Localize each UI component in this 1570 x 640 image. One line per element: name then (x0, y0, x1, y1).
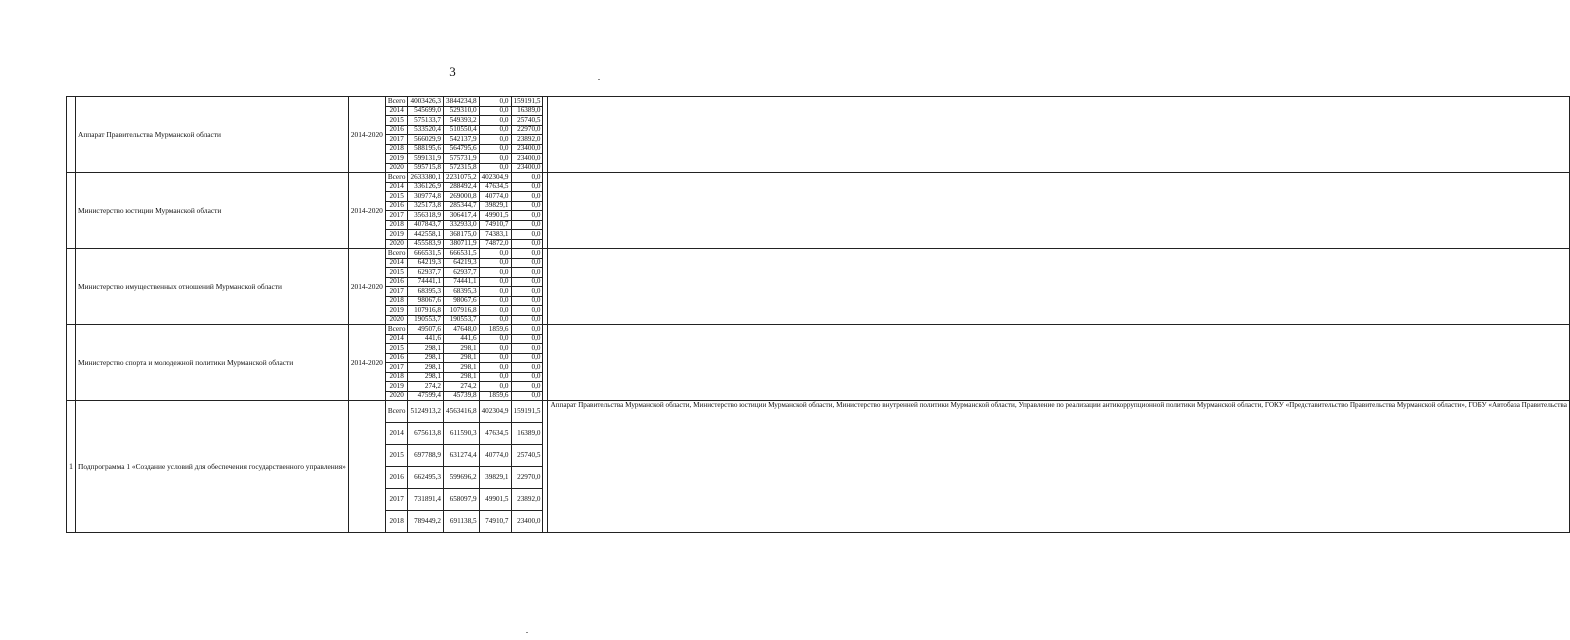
table-row (67, 325, 1570, 335)
year-cell: Всего (385, 97, 408, 107)
year-cell: 2017 (385, 489, 408, 511)
amount-cell-total: 336126,9 (408, 182, 444, 192)
amount-cell-c3: 0,0 (511, 201, 543, 211)
amount-cell-total: 47599,4 (408, 391, 444, 401)
period-cell (348, 401, 385, 533)
scan-mark (526, 632, 528, 633)
amount-cell-c2: 0,0 (479, 306, 511, 316)
amount-cell-total: 298,1 (408, 353, 444, 363)
year-cell: 2017 (385, 135, 408, 145)
amount-cell-total: 325173,8 (408, 201, 444, 211)
amount-cell-total: 407843,7 (408, 220, 444, 230)
year-cell: 2016 (385, 125, 408, 135)
year-cell: 2014 (385, 334, 408, 344)
scan-mark (598, 79, 600, 80)
amount-cell-c2: 0,0 (479, 287, 511, 297)
year-cell: 2019 (385, 230, 408, 240)
amount-cell-c2: 0,0 (479, 97, 511, 107)
amount-cell-c1: 658097,9 (444, 489, 480, 511)
amount-cell-c2: 0,0 (479, 372, 511, 382)
amount-cell-c3: 0,0 (511, 296, 543, 306)
amount-cell-c1: 98067,6 (444, 296, 480, 306)
amount-cell-c3: 159191,5 (511, 401, 543, 423)
amount-cell-c3: 0,0 (511, 306, 543, 316)
amount-cell-c3: 23400,0 (511, 511, 543, 533)
amount-cell-c1: 332933,0 (444, 220, 480, 230)
organization-name: Министерство юстиции Мурманской области (76, 173, 349, 249)
index-cell (67, 173, 76, 249)
executor-cell (548, 97, 1569, 173)
amount-cell-c1: 64219,3 (444, 258, 480, 268)
amount-cell-c2: 0,0 (479, 315, 511, 325)
amount-cell-total: 662495,3 (408, 467, 444, 489)
budget-table (66, 96, 1570, 533)
amount-cell-c2: 39829,1 (479, 201, 511, 211)
amount-cell-c3: 25740,5 (511, 116, 543, 126)
amount-cell-c2: 74872,0 (479, 239, 511, 249)
amount-cell-c2: 0,0 (479, 106, 511, 116)
amount-cell-c3: 0,0 (511, 182, 543, 192)
amount-cell-c3: 0,0 (511, 277, 543, 287)
year-cell: 2014 (385, 258, 408, 268)
amount-cell-c1: 611590,3 (444, 423, 480, 445)
amount-cell-c3: 23400,0 (511, 144, 543, 154)
amount-cell-c1: 274,2 (444, 382, 480, 392)
amount-cell-c2: 0,0 (479, 258, 511, 268)
amount-cell-total: 789449,2 (408, 511, 444, 533)
amount-cell-c1: 510550,4 (444, 125, 480, 135)
amount-cell-c1: 68395,3 (444, 287, 480, 297)
amount-cell-c1: 269000,8 (444, 192, 480, 202)
amount-cell-total: 274,2 (408, 382, 444, 392)
amount-cell-c3: 25740,5 (511, 445, 543, 467)
year-cell: 2015 (385, 116, 408, 126)
amount-cell-c3: 0,0 (511, 315, 543, 325)
amount-cell-c3: 23892,0 (511, 489, 543, 511)
year-cell: Всего (385, 173, 408, 183)
year-cell: 2018 (385, 296, 408, 306)
table-row (67, 249, 1570, 259)
amount-cell-c3: 0,0 (511, 173, 543, 183)
amount-cell-c1: 107916,8 (444, 306, 480, 316)
year-cell: 2020 (385, 315, 408, 325)
amount-cell-total: 298,1 (408, 363, 444, 373)
amount-cell-total: 455583,9 (408, 239, 444, 249)
amount-cell-c2: 0,0 (479, 116, 511, 126)
amount-cell-c3: 0,0 (511, 391, 543, 401)
amount-cell-c2: 0,0 (479, 363, 511, 373)
amount-cell-total: 190553,7 (408, 315, 444, 325)
amount-cell-total: 566029,9 (408, 135, 444, 145)
amount-cell-c3: 0,0 (511, 192, 543, 202)
amount-cell-total: 5124913,2 (408, 401, 444, 423)
amount-cell-c2: 0,0 (479, 353, 511, 363)
year-cell: 2019 (385, 154, 408, 164)
amount-cell-c3: 0,0 (511, 353, 543, 363)
organization-name: Аппарат Правительства Мурманской области (76, 97, 349, 173)
year-cell: 2017 (385, 287, 408, 297)
amount-cell-c1: 529310,0 (444, 106, 480, 116)
amount-cell-total: 545699,0 (408, 106, 444, 116)
amount-cell-c3: 22970,0 (511, 125, 543, 135)
amount-cell-c3: 23400,0 (511, 163, 543, 173)
amount-cell-c2: 0,0 (479, 144, 511, 154)
amount-cell-c2: 0,0 (479, 277, 511, 287)
year-cell: Всего (385, 401, 408, 423)
year-cell: 2014 (385, 423, 408, 445)
amount-cell-c2: 0,0 (479, 344, 511, 354)
period-cell: 2014-2020 (348, 173, 385, 249)
year-cell: 2015 (385, 445, 408, 467)
year-cell: 2014 (385, 182, 408, 192)
amount-cell-c1: 4563416,8 (444, 401, 480, 423)
amount-cell-c1: 599696,2 (444, 467, 480, 489)
amount-cell-c2: 0,0 (479, 382, 511, 392)
period-cell: 2014-2020 (348, 97, 385, 173)
amount-cell-c3: 0,0 (511, 230, 543, 240)
amount-cell-c2: 1859,6 (479, 391, 511, 401)
year-cell: 2018 (385, 511, 408, 533)
amount-cell-total: 697788,9 (408, 445, 444, 467)
amount-cell-c1: 190553,7 (444, 315, 480, 325)
amount-cell-total: 588195,6 (408, 144, 444, 154)
amount-cell-c1: 542137,9 (444, 135, 480, 145)
amount-cell-c3: 0,0 (511, 334, 543, 344)
amount-cell-c2: 74910,7 (479, 511, 511, 533)
amount-cell-c3: 0,0 (511, 363, 543, 373)
amount-cell-total: 595715,8 (408, 163, 444, 173)
amount-cell-total: 98067,6 (408, 296, 444, 306)
amount-cell-total: 298,1 (408, 372, 444, 382)
amount-cell-c1: 62937,7 (444, 268, 480, 278)
year-cell: 2015 (385, 268, 408, 278)
amount-cell-c1: 380711,9 (444, 239, 480, 249)
executor-cell (548, 249, 1569, 325)
amount-cell-c3: 159191,5 (511, 97, 543, 107)
amount-cell-total: 298,1 (408, 344, 444, 354)
amount-cell-c3: 16389,0 (511, 423, 543, 445)
amount-cell-c3: 23400,0 (511, 154, 543, 164)
amount-cell-c1: 298,1 (444, 344, 480, 354)
amount-cell-c1: 298,1 (444, 353, 480, 363)
amount-cell-c1: 288492,4 (444, 182, 480, 192)
amount-cell-c2: 0,0 (479, 163, 511, 173)
year-cell: 2016 (385, 467, 408, 489)
amount-cell-c2: 0,0 (479, 249, 511, 259)
amount-cell-c2: 39829,1 (479, 467, 511, 489)
amount-cell-total: 49507,6 (408, 325, 444, 335)
year-cell: 2015 (385, 192, 408, 202)
amount-cell-c3: 22970,0 (511, 467, 543, 489)
executor-cell (548, 325, 1569, 401)
year-cell: 2017 (385, 211, 408, 221)
year-cell: 2016 (385, 201, 408, 211)
amount-cell-total: 62937,7 (408, 268, 444, 278)
amount-cell-c3: 0,0 (511, 258, 543, 268)
year-cell: 2018 (385, 372, 408, 382)
amount-cell-total: 575133,7 (408, 116, 444, 126)
index-cell (67, 249, 76, 325)
amount-cell-c2: 74383,1 (479, 230, 511, 240)
year-cell: 2020 (385, 163, 408, 173)
year-cell: 2018 (385, 144, 408, 154)
year-cell: 2018 (385, 220, 408, 230)
year-cell: 2014 (385, 106, 408, 116)
amount-cell-total: 107916,8 (408, 306, 444, 316)
amount-cell-total: 74441,1 (408, 277, 444, 287)
amount-cell-c1: 666531,5 (444, 249, 480, 259)
amount-cell-c1: 631274,4 (444, 445, 480, 467)
amount-cell-c1: 691138,5 (444, 511, 480, 533)
index-cell (67, 97, 76, 173)
amount-cell-c2: 0,0 (479, 154, 511, 164)
subprogram-title: Подпрограмма 1 «Создание условий для обеспечения государственного управления» (76, 401, 349, 533)
amount-cell-c2: 402304,9 (479, 401, 511, 423)
amount-cell-c1: 3844234,8 (444, 97, 480, 107)
organization-name: Министерство спорта и молодежной политики Мурманской области (76, 325, 349, 401)
executor-cell (548, 173, 1569, 249)
amount-cell-c3: 0,0 (511, 287, 543, 297)
amount-cell-total: 533520,4 (408, 125, 444, 135)
amount-cell-c1: 441,6 (444, 334, 480, 344)
page-number: 3 (449, 64, 456, 79)
amount-cell-c2: 0,0 (479, 268, 511, 278)
year-cell: 2016 (385, 277, 408, 287)
amount-cell-c2: 0,0 (479, 296, 511, 306)
period-cell: 2014-2020 (348, 249, 385, 325)
amount-cell-c3: 0,0 (511, 325, 543, 335)
amount-cell-c3: 23892,0 (511, 135, 543, 145)
amount-cell-c1: 298,1 (444, 363, 480, 373)
subprogram-executors: Аппарат Правительства Мурманской области, Министерство юстиции Мурманской области, Министерство внутренней политики Мурманской области, Управление по реализации антикоррупционной политики Мурманской области, ГОКУ «Представительство Правительства Мурманской области», ГОБУ «Автобаза Правительства (548, 401, 1569, 533)
amount-cell-c1: 306417,4 (444, 211, 480, 221)
amount-cell-total: 2633380,1 (408, 173, 444, 183)
amount-cell-c2: 47634,5 (479, 423, 511, 445)
index-cell (67, 325, 76, 401)
amount-cell-total: 666531,5 (408, 249, 444, 259)
amount-cell-c1: 549393,2 (444, 116, 480, 126)
amount-cell-c2: 0,0 (479, 334, 511, 344)
organization-name: Министерство имущественных отношений Мурманской области (76, 249, 349, 325)
amount-cell-c3: 0,0 (511, 239, 543, 249)
amount-cell-c1: 572315,8 (444, 163, 480, 173)
amount-cell-total: 731891,4 (408, 489, 444, 511)
amount-cell-c1: 47648,0 (444, 325, 480, 335)
amount-cell-c2: 0,0 (479, 135, 511, 145)
amount-cell-c1: 74441,1 (444, 277, 480, 287)
year-cell: 2017 (385, 363, 408, 373)
amount-cell-c2: 40774,0 (479, 445, 511, 467)
amount-cell-c3: 0,0 (511, 382, 543, 392)
amount-cell-total: 599131,9 (408, 154, 444, 164)
amount-cell-c2: 402304,9 (479, 173, 511, 183)
amount-cell-total: 442558,1 (408, 230, 444, 240)
amount-cell-c1: 298,1 (444, 372, 480, 382)
amount-cell-c1: 285344,7 (444, 201, 480, 211)
table-row (67, 401, 1570, 423)
amount-cell-c3: 0,0 (511, 372, 543, 382)
amount-cell-c3: 0,0 (511, 220, 543, 230)
amount-cell-c2: 49901,5 (479, 211, 511, 221)
table-row (67, 97, 1570, 107)
amount-cell-c2: 47634,5 (479, 182, 511, 192)
amount-cell-c3: 0,0 (511, 268, 543, 278)
amount-cell-c1: 368175,0 (444, 230, 480, 240)
year-cell: 2015 (385, 344, 408, 354)
amount-cell-c3: 16389,0 (511, 106, 543, 116)
year-cell: 2020 (385, 391, 408, 401)
amount-cell-c1: 564795,6 (444, 144, 480, 154)
amount-cell-c1: 45739,8 (444, 391, 480, 401)
year-cell: 2016 (385, 353, 408, 363)
amount-cell-total: 356318,9 (408, 211, 444, 221)
year-cell: 2019 (385, 306, 408, 316)
amount-cell-total: 4003426,3 (408, 97, 444, 107)
amount-cell-c2: 1859,6 (479, 325, 511, 335)
amount-cell-c2: 49901,5 (479, 489, 511, 511)
amount-cell-c2: 0,0 (479, 125, 511, 135)
table-row (67, 173, 1570, 183)
amount-cell-c3: 0,0 (511, 344, 543, 354)
amount-cell-total: 441,6 (408, 334, 444, 344)
amount-cell-total: 309774,8 (408, 192, 444, 202)
amount-cell-c3: 0,0 (511, 211, 543, 221)
amount-cell-c1: 2231075,2 (444, 173, 480, 183)
amount-cell-total: 675613,8 (408, 423, 444, 445)
amount-cell-c1: 575731,9 (444, 154, 480, 164)
amount-cell-total: 68395,3 (408, 287, 444, 297)
amount-cell-c2: 74910,7 (479, 220, 511, 230)
year-cell: Всего (385, 249, 408, 259)
period-cell: 2014-2020 (348, 325, 385, 401)
year-cell: Всего (385, 325, 408, 335)
year-cell: 2019 (385, 382, 408, 392)
subprogram-index: 1 (67, 401, 76, 533)
amount-cell-c2: 40774,0 (479, 192, 511, 202)
amount-cell-total: 64219,3 (408, 258, 444, 268)
amount-cell-c3: 0,0 (511, 249, 543, 259)
year-cell: 2020 (385, 239, 408, 249)
